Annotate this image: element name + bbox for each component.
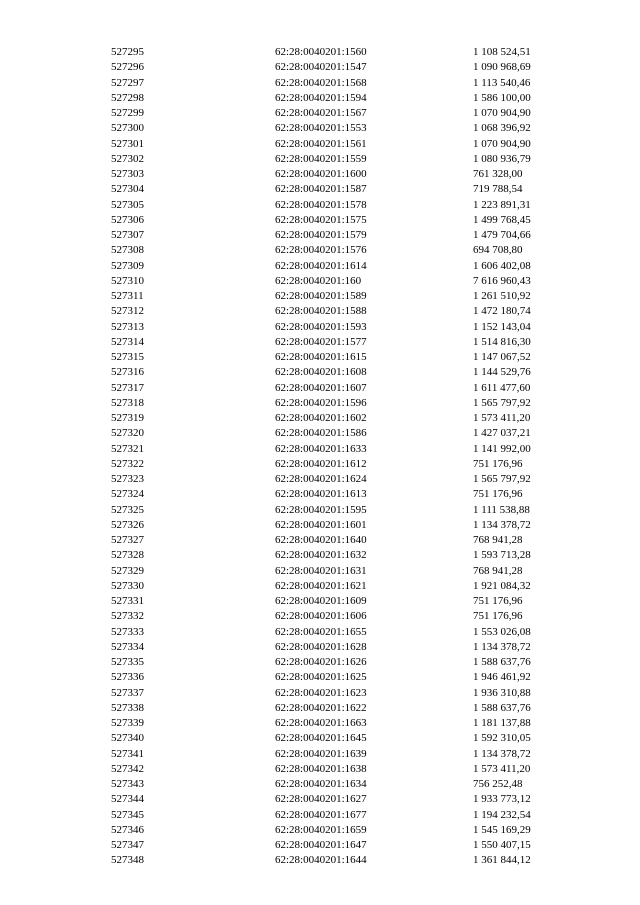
row-number: 527309 — [111, 259, 144, 272]
row-number: 527347 — [111, 839, 144, 851]
table-row — [0, 731, 640, 746]
table-row — [0, 472, 640, 487]
row-number: 527343 — [111, 778, 144, 790]
cadastral-value: 1 499 768,45 — [473, 213, 531, 226]
cadastral-value: 1 134 378,72 — [473, 747, 531, 760]
table-row — [0, 518, 640, 533]
cadastral-value: 1 261 510,92 — [473, 290, 531, 302]
row-number: 527340 — [111, 732, 144, 745]
row-number: 527318 — [111, 396, 144, 409]
cadastral-number: 62:28:0040201:1593 — [275, 320, 367, 333]
cadastral-number: 62:28:0040201:1601 — [275, 518, 367, 531]
row-number: 527314 — [111, 335, 144, 348]
table-row — [0, 289, 640, 304]
row-number: 527344 — [111, 793, 144, 806]
cadastral-number: 62:28:0040201:1576 — [275, 244, 367, 257]
row-number: 527339 — [111, 717, 144, 729]
row-number: 527306 — [111, 213, 144, 226]
table-row — [0, 594, 640, 609]
row-number: 527304 — [111, 183, 144, 196]
cadastral-number: 62:28:0040201:1547 — [275, 61, 367, 74]
table-row — [0, 121, 640, 136]
table-row — [0, 76, 640, 91]
cadastral-number: 62:28:0040201:1600 — [275, 168, 367, 180]
cadastral-number: 62:28:0040201:1639 — [275, 747, 367, 760]
table-row — [0, 701, 640, 716]
cadastral-value: 7 616 960,43 — [473, 274, 531, 287]
row-number: 527345 — [111, 808, 144, 821]
cadastral-value: 756 252,48 — [473, 778, 523, 790]
table-row — [0, 335, 640, 350]
table-row — [0, 838, 640, 853]
row-number: 527331 — [111, 595, 144, 607]
cadastral-value: 1 113 540,46 — [473, 76, 531, 89]
cadastral-value: 1 573 411,20 — [473, 412, 531, 424]
table-row — [0, 609, 640, 624]
cadastral-value: 751 176,96 — [473, 595, 523, 607]
row-number: 527302 — [111, 152, 144, 165]
row-number: 527327 — [111, 534, 144, 546]
cadastral-number: 62:28:0040201:1595 — [275, 503, 367, 516]
cadastral-value: 1 592 310,05 — [473, 732, 531, 745]
cadastral-value: 1 152 143,04 — [473, 320, 531, 333]
table-row — [0, 640, 640, 655]
cadastral-value: 1 936 310,88 — [473, 686, 531, 699]
cadastral-value: 1 070 904,90 — [473, 137, 531, 150]
cadastral-number: 62:28:0040201:1622 — [275, 701, 367, 714]
table-row — [0, 274, 640, 289]
cadastral-value: 1 090 968,69 — [473, 61, 531, 74]
row-number: 527336 — [111, 671, 144, 684]
cadastral-number: 62:28:0040201:1602 — [275, 412, 367, 424]
cadastral-value: 761 328,00 — [473, 168, 523, 180]
row-number: 527317 — [111, 381, 144, 394]
data-table — [0, 45, 640, 869]
cadastral-number: 62:28:0040201:1594 — [275, 91, 367, 104]
cadastral-number: 62:28:0040201:1638 — [275, 762, 367, 775]
table-row — [0, 91, 640, 106]
cadastral-value: 751 176,96 — [473, 457, 523, 470]
cadastral-number: 62:28:0040201:1613 — [275, 488, 367, 501]
cadastral-value: 1 141 992,00 — [473, 442, 531, 455]
row-number: 527324 — [111, 488, 144, 501]
cadastral-value: 1 573 411,20 — [473, 762, 531, 775]
cadastral-value: 1 144 529,76 — [473, 366, 531, 379]
row-number: 527323 — [111, 473, 144, 485]
cadastral-value: 1 933 773,12 — [473, 793, 531, 806]
row-number: 527337 — [111, 686, 144, 699]
table-row — [0, 625, 640, 640]
row-number: 527320 — [111, 427, 144, 440]
cadastral-value: 1 565 797,92 — [473, 473, 531, 485]
row-number: 527321 — [111, 442, 144, 455]
cadastral-number: 62:28:0040201:1634 — [275, 778, 367, 790]
table-row — [0, 503, 640, 518]
row-number: 527308 — [111, 244, 144, 257]
cadastral-number: 62:28:0040201:1577 — [275, 335, 367, 348]
cadastral-value: 1 921 084,32 — [473, 579, 531, 592]
cadastral-number: 62:28:0040201:1587 — [275, 183, 367, 196]
cadastral-number: 62:28:0040201:1560 — [275, 46, 367, 58]
table-row — [0, 853, 640, 868]
table-row — [0, 167, 640, 182]
row-number: 527296 — [111, 61, 144, 74]
cadastral-number: 62:28:0040201:1640 — [275, 534, 367, 546]
row-number: 527325 — [111, 503, 144, 516]
table-row — [0, 548, 640, 563]
table-row — [0, 182, 640, 197]
cadastral-value: 1 565 797,92 — [473, 396, 531, 409]
row-number: 527342 — [111, 762, 144, 775]
cadastral-number: 62:28:0040201:1588 — [275, 305, 367, 318]
table-row — [0, 686, 640, 701]
cadastral-number: 62:28:0040201:1561 — [275, 137, 367, 150]
row-number: 527301 — [111, 137, 144, 150]
row-number: 527348 — [111, 854, 144, 867]
table-row — [0, 213, 640, 228]
table-row — [0, 762, 640, 777]
row-number: 527335 — [111, 656, 144, 668]
cadastral-value: 751 176,96 — [473, 488, 523, 501]
table-row — [0, 320, 640, 335]
cadastral-number: 62:28:0040201:160 — [275, 274, 362, 287]
table-row — [0, 106, 640, 121]
table-row — [0, 716, 640, 731]
row-number: 527330 — [111, 579, 144, 592]
row-number: 527333 — [111, 625, 144, 638]
row-number: 527341 — [111, 747, 144, 760]
cadastral-number: 62:28:0040201:1589 — [275, 290, 367, 302]
cadastral-value: 1 550 407,15 — [473, 839, 531, 851]
table-row — [0, 442, 640, 457]
cadastral-number: 62:28:0040201:1615 — [275, 351, 367, 363]
row-number: 527313 — [111, 320, 144, 333]
table-row — [0, 487, 640, 502]
table-row — [0, 228, 640, 243]
table-row — [0, 564, 640, 579]
cadastral-number: 62:28:0040201:1663 — [275, 717, 367, 729]
cadastral-number: 62:28:0040201:1633 — [275, 442, 367, 455]
cadastral-value: 1 194 232,54 — [473, 808, 531, 821]
row-number: 527332 — [111, 610, 144, 623]
cadastral-value: 1 606 402,08 — [473, 259, 531, 272]
cadastral-value: 719 788,54 — [473, 183, 523, 196]
cadastral-number: 62:28:0040201:1567 — [275, 107, 367, 119]
cadastral-value: 768 941,28 — [473, 564, 523, 577]
row-number: 527328 — [111, 549, 144, 562]
row-number: 527322 — [111, 457, 144, 470]
cadastral-value: 751 176,96 — [473, 610, 523, 623]
cadastral-number: 62:28:0040201:1626 — [275, 656, 367, 668]
table-row — [0, 655, 640, 670]
table-row — [0, 792, 640, 807]
table-row — [0, 304, 640, 319]
row-number: 527300 — [111, 122, 144, 135]
cadastral-value: 1 361 844,12 — [473, 854, 531, 867]
cadastral-number: 62:28:0040201:1655 — [275, 625, 367, 638]
table-row — [0, 350, 640, 365]
cadastral-value: 768 941,28 — [473, 534, 523, 546]
cadastral-value: 1 134 378,72 — [473, 518, 531, 531]
cadastral-value: 1 946 461,92 — [473, 671, 531, 684]
cadastral-value: 1 147 067,52 — [473, 351, 531, 363]
table-row — [0, 365, 640, 380]
table-row — [0, 411, 640, 426]
row-number: 527307 — [111, 229, 144, 241]
cadastral-value: 1 070 904,90 — [473, 107, 531, 119]
cadastral-number: 62:28:0040201:1579 — [275, 229, 367, 241]
table-row — [0, 152, 640, 167]
cadastral-number: 62:28:0040201:1628 — [275, 640, 367, 653]
row-number: 527346 — [111, 823, 144, 836]
cadastral-number: 62:28:0040201:1578 — [275, 198, 367, 211]
cadastral-number: 62:28:0040201:1575 — [275, 213, 367, 226]
cadastral-number: 62:28:0040201:1621 — [275, 579, 367, 592]
cadastral-number: 62:28:0040201:1625 — [275, 671, 367, 684]
row-number: 527319 — [111, 412, 144, 424]
table-row — [0, 137, 640, 152]
row-number: 527297 — [111, 76, 144, 89]
cadastral-value: 1 479 704,66 — [473, 229, 531, 241]
cadastral-number: 62:28:0040201:1606 — [275, 610, 367, 623]
cadastral-number: 62:28:0040201:1647 — [275, 839, 367, 851]
table-row — [0, 381, 640, 396]
cadastral-value: 1 181 137,88 — [473, 717, 531, 729]
cadastral-number: 62:28:0040201:1644 — [275, 854, 367, 867]
table-row — [0, 457, 640, 472]
table-row — [0, 823, 640, 838]
cadastral-number: 62:28:0040201:1607 — [275, 381, 367, 394]
cadastral-number: 62:28:0040201:1623 — [275, 686, 367, 699]
cadastral-value: 1 111 538,88 — [473, 503, 530, 516]
cadastral-number: 62:28:0040201:1659 — [275, 823, 367, 836]
cadastral-number: 62:28:0040201:1609 — [275, 595, 367, 607]
row-number: 527303 — [111, 168, 144, 180]
row-number: 527315 — [111, 351, 144, 363]
cadastral-value: 1 108 524,51 — [473, 46, 531, 58]
table-row — [0, 243, 640, 258]
cadastral-number: 62:28:0040201:1553 — [275, 122, 367, 135]
cadastral-number: 62:28:0040201:1677 — [275, 808, 367, 821]
row-number: 527311 — [111, 290, 144, 302]
row-number: 527326 — [111, 518, 144, 531]
cadastral-value: 1 068 396,92 — [473, 122, 531, 135]
row-number: 527298 — [111, 91, 144, 104]
cadastral-value: 1 586 100,00 — [473, 91, 531, 104]
cadastral-value: 1 427 037,21 — [473, 427, 531, 440]
cadastral-number: 62:28:0040201:1614 — [275, 259, 367, 272]
table-row — [0, 396, 640, 411]
table-row — [0, 808, 640, 823]
row-number: 527334 — [111, 640, 144, 653]
cadastral-number: 62:28:0040201:1612 — [275, 457, 367, 470]
cadastral-number: 62:28:0040201:1596 — [275, 396, 367, 409]
cadastral-number: 62:28:0040201:1608 — [275, 366, 367, 379]
row-number: 527316 — [111, 366, 144, 379]
table-row — [0, 259, 640, 274]
cadastral-number: 62:28:0040201:1632 — [275, 549, 367, 562]
table-row — [0, 426, 640, 441]
table-row — [0, 670, 640, 685]
table-row — [0, 777, 640, 792]
cadastral-value: 1 080 936,79 — [473, 152, 531, 165]
table-row — [0, 579, 640, 594]
cadastral-value: 1 588 637,76 — [473, 656, 531, 668]
cadastral-number: 62:28:0040201:1645 — [275, 732, 367, 745]
cadastral-number: 62:28:0040201:1624 — [275, 473, 367, 485]
cadastral-value: 1 588 637,76 — [473, 701, 531, 714]
row-number: 527338 — [111, 701, 144, 714]
cadastral-value: 1 545 169,29 — [473, 823, 531, 836]
cadastral-value: 1 223 891,31 — [473, 198, 531, 211]
table-row — [0, 60, 640, 75]
cadastral-value: 1 134 378,72 — [473, 640, 531, 653]
row-number: 527312 — [111, 305, 144, 318]
row-number: 527310 — [111, 274, 144, 287]
row-number: 527329 — [111, 564, 144, 577]
cadastral-value: 1 514 816,30 — [473, 335, 531, 348]
cadastral-number: 62:28:0040201:1627 — [275, 793, 367, 806]
cadastral-number: 62:28:0040201:1559 — [275, 152, 367, 165]
row-number: 527299 — [111, 107, 144, 119]
cadastral-value: 1 472 180,74 — [473, 305, 531, 318]
table-row — [0, 747, 640, 762]
row-number: 527295 — [111, 46, 144, 58]
cadastral-number: 62:28:0040201:1586 — [275, 427, 367, 440]
table-row — [0, 533, 640, 548]
cadastral-value: 1 593 713,28 — [473, 549, 531, 562]
cadastral-value: 694 708,80 — [473, 244, 523, 257]
row-number: 527305 — [111, 198, 144, 211]
table-row — [0, 198, 640, 213]
cadastral-number: 62:28:0040201:1631 — [275, 564, 367, 577]
cadastral-value: 1 553 026,08 — [473, 625, 531, 638]
table-row — [0, 45, 640, 60]
cadastral-number: 62:28:0040201:1568 — [275, 76, 367, 89]
cadastral-value: 1 611 477,60 — [473, 381, 531, 394]
